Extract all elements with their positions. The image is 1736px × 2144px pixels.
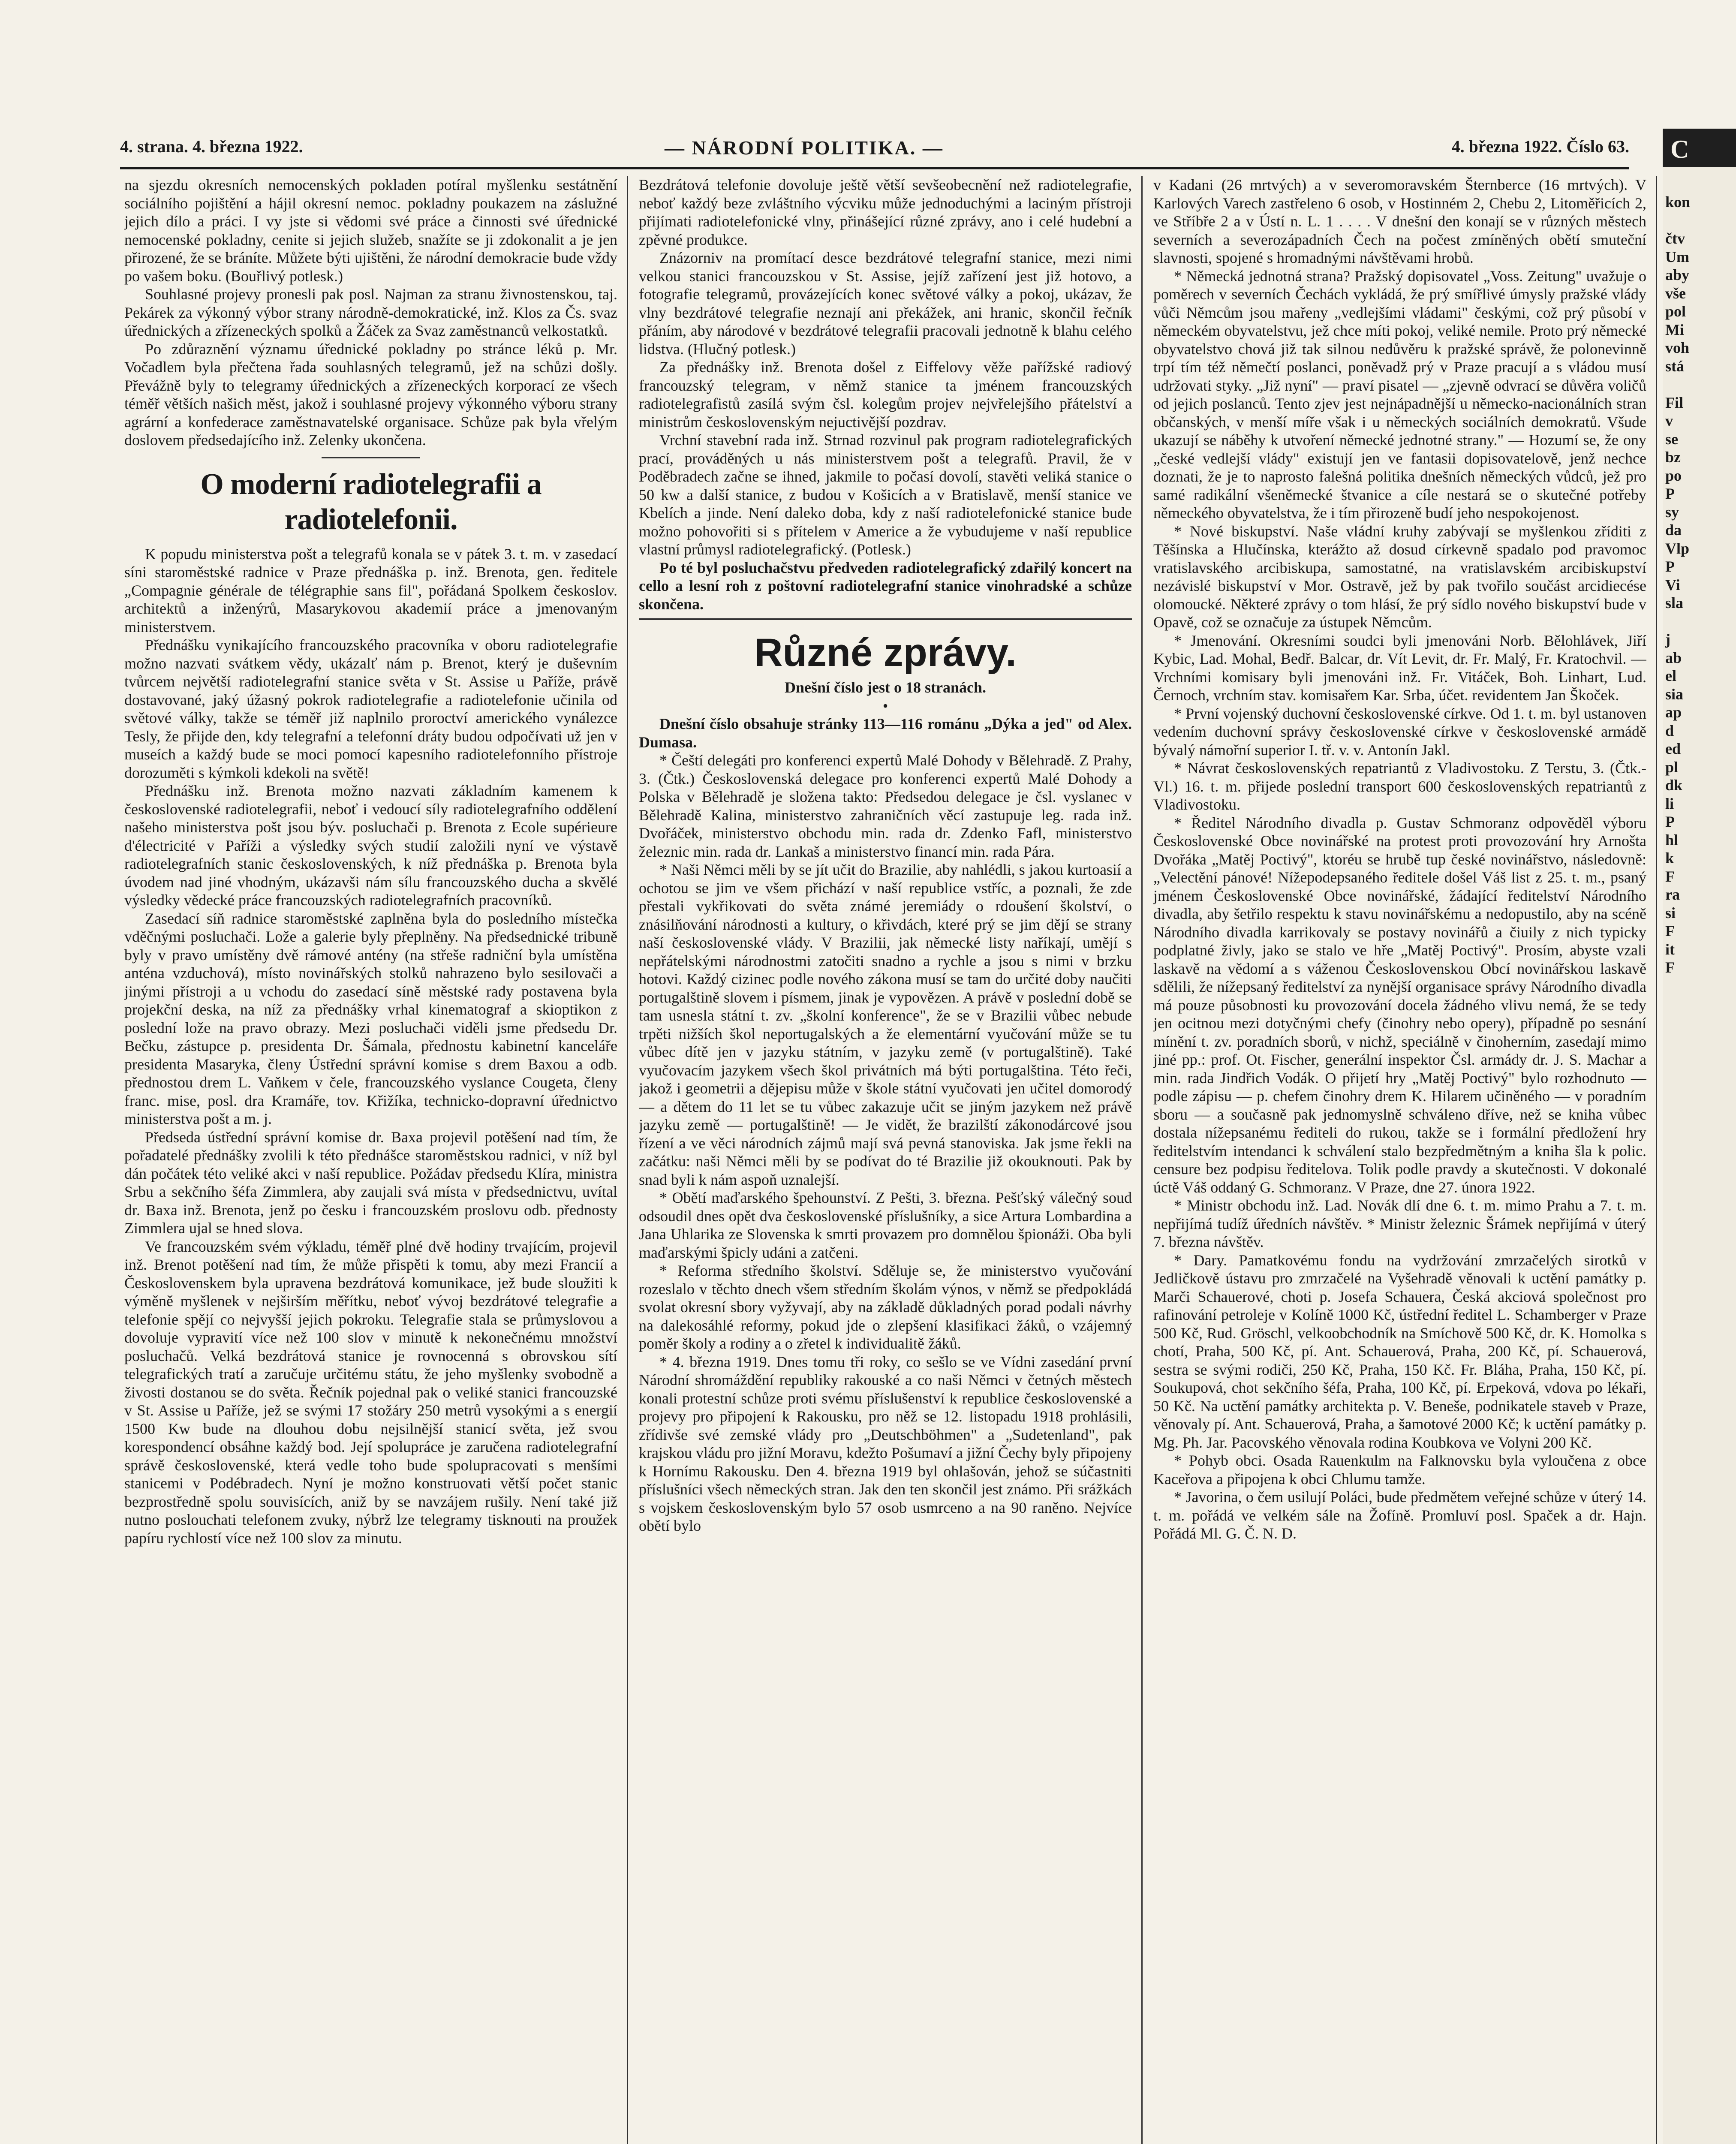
adjacent-page-fragment: el	[1665, 667, 1676, 684]
paragraph: Za přednášky inž. Brenota došel z Eiffelovy věže pařížské radiový francouzský telegram, v němž stanice ta jménem francouzských radiotelegrafistů zasílá svým čsl. kolegům projev nejvřelejšího přátelství a ministrům československým nejuctivější pozdrav.	[639, 358, 1132, 431]
adjacent-page-fragment: vše	[1665, 284, 1686, 302]
paragraph: Po zdůraznění významu úřednické pokladny po stránce léků p. Mr. Vočadlem byla přečtena řada souhlasných telegramů, jež na schůzi došly. Převážně byly to telegramy úřednických a zřízeneckých korporací ze všech téměř větších našich měst, jakož i souhlasné projevy výkonného výboru strany agrární a konfederace zaměstnavatelské organisace. Schůze pak byla vřelým doslovem předsedajícího inž. Zelenky ukončena.	[124, 340, 617, 449]
adjacent-page-fragment	[1665, 612, 1736, 631]
adjacent-page-fragment: li	[1665, 795, 1674, 812]
adjacent-page-fragment: Mi	[1665, 321, 1684, 338]
adjacent-page-fragment: k	[1665, 849, 1674, 867]
adjacent-page-fragment: Vlp	[1665, 539, 1690, 557]
adjacent-page-fragment: ed	[1665, 740, 1681, 757]
adjacent-page-fragment: stá	[1665, 357, 1684, 375]
adjacent-page-header-text: C	[1670, 135, 1689, 163]
adjacent-page-fragment: Vi	[1665, 576, 1680, 593]
header-right: 4. března 1922. Číslo 63.	[1451, 137, 1629, 156]
adjacent-page-fragment: it	[1665, 940, 1675, 958]
news-item: * První vojenský duchovní československé církve. Od 1. t. m. byl ustanoven vedením duchovní správy československé církve v československé armádě bývalý námořní superior I. tř. v. v. Antonín Jakl.	[1153, 705, 1646, 759]
notice: Dnešní číslo jest o 18 stranách.	[785, 679, 986, 696]
paragraph: Zasedací síň radnice staroměstské zaplněna byla do posledního místečka vděčnými posluchači. Lože a galerie byly přeplněny. Na předsednické tribuně byly v pravo umístěny dvě rámové antény (na střeše radniční byla umístěna anténa vzduchová), místo novinářských stolků nahrazeno bylo sesilovači a jinými přístroji a u vchodu do zasedací síně městské rady postavena byla projekční deska, na níž za přednášky vrhal kinematograf a skioptikon z poslední lože na pravo obrazy. Mezi posluchači viděli jsme předsedu Dr. Bečku, zástupce p. presidenta Dr. Šámala, přednostu kabinetní kanceláře presidenta Masaryka, členy Ústřední správní komise s drem Baxou a odb. přednostou drem L. Vaňkem v čele, francouzského vyslance Cougeta, členy franc. mise, posl. dra Kramáře, tov. Křižíka, technicko-dopravní úřednictvo ministerstva pošt a m. j.	[124, 909, 617, 1127]
news-item: * Dary. Pamatkovému fondu na vydržování zmrzačelých sirotků v Jedličkově ústavu pro zmrzačelé na Vyšehradě věnovali k uctění památky p. Marči Schauerové, choti p. Josefa Schauera, Česká akciová společnost pro rafinování petroleje v Kolíně 1000 Kč, ústřední ředitel L. Schamberger v Praze 500 Kč, Rud. Gröschl, velkoobchodník na Smíchově 500 Kč, dr. K. Homolka s chotí, Praha, 500 Kč, pí. Ant. Schauerová, Praha, 200 Kč, pí. Schauerová, sestra se svými rodiči, 250 Kč, Praha, 150 Kč. Fr. Bláha, Praha, 150 Kč, pí. Soukupová, chot sekčního šéfa, Praha, 100 Kč, pí. Erpeková, vdova po lékaři, 50 Kč. Na uctění památky architekta p. V. Beneše, podnikatele staveb v Praze, věnovaly pí. Ant. Schauerová, Praha, a šamotové 2000 Kč; k uctění památky p. Mg. Ph. Jar. Pacovského věnovala rodina Koubkova ve Volyni 200 Kč.	[1153, 1251, 1646, 1451]
paragraph: Přednášku inž. Brenota možno nazvati základním kamenem k československé radiotelegrafii, neboť i vedoucí síly radiotelegrafního oddělení našeho ministerstva pošt jsou býv. posluchači p. Brenota z Ecole supérieure d'électricité v Paříži a výsledky svých studií založili nyní ve výstavě radiotelegrafních stanic československých, k níž přednáška p. Brenota byla úvodem nad jiné vhodným, ukázavši nám sílu francouzského ducha a skvělé výsledky vědecké práce francouzských radiotelegrafních pracovníků.	[124, 782, 617, 909]
paragraph: Přednášku vynikajícího francouzského pracovníka v oboru radiotelegrafie možno nazvati svátkem vědy, ukázalť nám p. Brenot, který je duševním tvůrcem největší radiotelegrafní stanice světa v St. Assise u Paříže, právě dostavované, jaký úžasný pokrok radiotelegrafie a radiotelefonie učinila od světové války, takže se téměř již naplnilo proroctví amerického vynálezce Tesly, že přijde den, kdy telegrafní a telefonní dráty budou odpočívati už jen v museích a každý bude se moci pomocí kapesního radiotelefonního přístroje dorozuměti s kýmkoli kdekoli na světě!	[124, 636, 617, 781]
adjacent-page-fragment: čtv	[1665, 230, 1685, 247]
news-item: * Ministr obchodu inž. Lad. Novák dlí dne 6. t. m. mimo Prahu a 7. t. m. nepřijímá tudíž úředních návštěv. * Ministr železnic Šrámek nepřijímá v úterý 7. března návštěv.	[1153, 1197, 1646, 1250]
paragraph: Souhlasné projevy pronesli pak posl. Najman za stranu živnostenskou, taj. Pekárek za výkonný výbor strany národně-demokratické, inž. Klos za Čs. svaz úřednických a zřízeneckých spolků a Žáček za Svaz zaměstnanců velkostatků.	[124, 286, 617, 339]
news-item: * Nové biskupství. Naše vládní kruhy zabývají se myšlenkou zříditi z Těšínska a Hlučínska, kterážto až dosud církevně spadalo pod pravomoc vratislavského arcibiskupa, samostatné, na vratislavském arcibiskupství nezávislé biskupství v Mor. Ostravě, jež by pak tvořilo součást arcidiecése olomoucké. Některé zprávy o tom hlásí, že prý sídlo nového biskupství bude v Opavě, což se označuje za ústupek Němcům.	[1153, 522, 1646, 631]
adjacent-page-fragment: po	[1665, 467, 1682, 484]
adjacent-page-fragment: aby	[1665, 266, 1690, 283]
paragraph: Znázorniv na promítací desce bezdrátové telegrafní stanice, mezi nimi velkou stanici francouzskou v St. Assise, jejíž zařízení jest již hotovo, a fotografie telegramů, provázejících konec světové války a pokoj, ukázav, že vlny bezdrátové telegrafie neznají ani překážek, ani hranic, skončil řečník přáním, aby národové v bezdrátové telegrafii pracovali jednotně k blahu celého lidstva. (Hlučný potlesk.)	[639, 249, 1132, 358]
adjacent-page-fragment	[1665, 211, 1736, 230]
divider	[639, 618, 1132, 620]
column-divider	[627, 176, 628, 2144]
adjacent-page-fragment: pol	[1665, 303, 1686, 320]
paragraph: Vrchní stavební rada inž. Strnad rozvinul pak program radiotelegrafických prací, prováděných u nás ministerstvem pošt a telegrafů. Pravil, že v Poděbradech začne se ihned, jakmile to počasí dovolí, stavěti veliká stanice o 50 kw a další stanice, z budou v Košicích a v Bratislavě, menší stanice ve Kbelích a jinde. Není daleko doba, kdy z naší radiotelefonické stanice bude možno pohovořiti si s přítelem v Americe a že vybudujeme v naší republice vlastní průmysl radiotelegrafický. (Potlesk.)	[639, 431, 1132, 558]
adjacent-page-fragment: hl	[1665, 831, 1679, 849]
paragraph: na sjezdu okresních nemocenských pokladen potíral myšlenku sestátnění sociálního pojištění a hájil okresní nemoc. pokladny poukazem na záslužné jejich dílo a práci. I vy jste si vědomi své práce a činnosti své úřednické nemocenské pokladny, cenite si jejich služeb, snažíte se ji zdokonalit a je jen přirozené, že se bráníte. Můžete býti ujištěni, že národní demokracie bude vždy po vašem boku. (Bouřlivý potlesk.)	[124, 176, 617, 285]
adjacent-page-edge	[1663, 129, 1736, 2144]
adjacent-page-fragment: d	[1665, 722, 1674, 739]
adjacent-page-fragment: pl	[1665, 758, 1679, 776]
adjacent-page-fragment	[1665, 375, 1736, 394]
paragraph: K popudu ministerstva pošt a telegrafů konala se v pátek 3. t. m. v zasedací síni staroměstské radnice v Praze přednáška p. inž. Brenota, gen. ředitele „Compagnie générale de télégraphie sans fil", pořádaná Spolkem českoslov. architektů a inženýrů, Masarykovou akademií práce a jmenovaným ministerstvem.	[124, 545, 617, 635]
paragraph: Předseda ústřední správní komise dr. Baxa projevil potěšení nad tím, že pořadatelé přednášky zvolili k této přednášce staroměstskou radnici, v níž byl dán počátek této veliké akci v naší republice. Požádav předsedu Klíra, ministra Srbu a sekčního šéfa Zimmlera, aby zaujali svá místa v předsednictvu, uvítal dr. Baxa inž. Brenota, jenž po česku i francouzském proslovu odb. přednosty Zimmlera ujal se hned slova.	[124, 1128, 617, 1237]
column-divider	[1656, 176, 1657, 2144]
column-3	[1153, 176, 1646, 2144]
news-item: * Pohyb obci. Osada Rauenkulm na Falknovsku byla vyloučena z obce Kaceřova a připojena k obci Chlumu tamže.	[1153, 1452, 1646, 1488]
paragraph: Bezdrátová telefonie dovoluje ještě větší sevšeobecnění než radiotelegrafie, neboť každý beze zvláštního výcviku může jednoduchými a laciným přístroji přijímati radiotelefonické vlny, přinášející různé zprávy, ano i celé hudební a zpěvné produkce.	[639, 176, 1132, 248]
header-rule	[120, 167, 1629, 169]
header-left: 4. strana. 4. března 1922.	[120, 137, 303, 156]
news-item: * Čeští delegáti pro konferenci expertů Malé Dohody v Bělehradě. Z Prahy, 3. (Čtk.) Československá delegace pro konferenci expertů Malé Dohody a Polska v Bělehradě je složena takto: Předsedou delegace je čsl. vyslanec v Bělehradě Kalina, ministerstvo zahraničních věcí zastupuje leg. rada inž. Dvořáček, ministerstvo obchodu min. rada dr. Zdenko Fafl, ministerstvo železnic min. rada dr. Lankaš a ministerstvo financí min. rada Pára.	[639, 752, 1132, 860]
adjacent-page-fragment: bz	[1665, 449, 1681, 466]
adjacent-page-text	[1665, 193, 1736, 977]
adjacent-page-fragment: sia	[1665, 685, 1684, 703]
adjacent-page-fragment: F	[1665, 867, 1675, 885]
adjacent-page-fragment: ap	[1665, 704, 1682, 721]
adjacent-page-fragment: se	[1665, 430, 1678, 448]
news-item: * Obětí maďarského špehounství. Z Pešti, 3. března. Pešťský válečný soud odsoudil dnes opět dva československé příslušníky, a sice Artura Lombardina a Jana Uhlarika ze Slovenska k smrti provazem pro domnělou špionáži. Oba byli maďarskými špicly udáni a zatčeni.	[639, 1189, 1132, 1261]
masthead: — NÁRODNÍ POLITIKA. —	[665, 137, 944, 159]
adjacent-page-fragment: Um	[1665, 248, 1689, 265]
article-heading: O moderní radiotelegrafii a radiotelefonii.	[200, 467, 542, 536]
paragraph: v Kadani (26 mrtvých) a v severomoravském Šternberce (16 mrtvých). V Karlových Varech zastřeleno 6 osob, v Hostinném 2, Chebu 2, Litoměřicích 2, ve Stříbře 2 a v Ústí n. L. 1 . . . . V dnešní den konají se v různých městech severních a severozápadních Čech na počest zmíněných obětí smuteční slavnosti, spojené s hromadnými návštěvami hrobů.	[1153, 176, 1646, 266]
adjacent-page-fragment: F	[1665, 922, 1675, 940]
adjacent-page-fragment: ab	[1665, 649, 1682, 666]
section-heading: Různé zprávy.	[754, 631, 1017, 675]
adjacent-page-fragment: ra	[1665, 886, 1680, 903]
column-1	[124, 176, 617, 2144]
adjacent-page-fragment: Fil	[1665, 394, 1683, 411]
adjacent-page-fragment: P	[1665, 558, 1675, 575]
adjacent-page-fragment: si	[1665, 904, 1676, 921]
adjacent-page-fragment: kon	[1665, 193, 1691, 211]
adjacent-page-fragment: F	[1665, 959, 1675, 976]
column-2	[639, 176, 1132, 2144]
paragraph: Ve francouzském svém výkladu, téměř plné dvě hodiny trvajícím, projevil inž. Brenot potěšení nad tím, že může přispěti k tomu, aby mezi Francií a Československem byla upravena bezdrátová komunikace, jež bude sloužiti k výměně myšlenek v nejširším měřítku, neboť vývoj bezdrátové telegrafie a telefonie spějí co nejvyšší jejich pokroku. Telegrafie stala se průmyslovou a dovoluje vypravití více než 100 slov v minutě k nekonečnému množství posluchačů. Velká bezdrátová stanice je rovnocenná s obrovskou sítí telegrafických tratí a zaručuje určitému státu, že jeho myšlenky svobodně a živosti dostanou se do světa. Řečník pojednal pak o veliké stanici francouzské v St. Assise u Paříže, jež se svými 17 stožáry 250 metrů vysokými a s energií 1500 Kw bude na dlouhou dobu nejsilnější stanicí světa, jež svou korespondencí obsáhne každý bod. Její spolupráce je zaručena radiotelegrafní správě československé, která vedle toho bude spolupracovati s menšími stanicemi v Podébradech. Nyní je možno konstruovati větší počet stanic bezprostředně spolu souvisících, aniž by se navzájem rušily. Není také již nutno poslouchati telefonem zvuky, nýbrž lze telegramy tisknouti na proužek papíru rychlostí více než 100 slov za minutu.	[124, 1238, 617, 1547]
adjacent-page-fragment: sy	[1665, 503, 1679, 521]
ornament: •	[882, 697, 888, 714]
news-item: * 4. března 1919. Dnes tomu tři roky, co sešlo se ve Vídni zasedání první Národní shromáždění republiky rakouské a co naši Němci v četných městech konali protestní schůze proti svému příslušenství k republice československé a projevy pro připojení k Rakousku, pro něž se 12. listopadu 1918 prohlásili, zřídivše své zemské vlády pro „Deutschböhmen" a „Sudetenland", pak krajskou vládu pro jižní Moravu, kdežto Pošumaví a jižní Čechy byly připojeny k Hornímu Rakousku. Den 4. března 1919 byl ohlašován, jehož se súčastniti příslušníci všech německých stran. Jak den ten skončil jest známo. Při srážkách s vojskem československým bylo 57 osob usmrceno a na 90 raněno. Nejvíce obětí bylo	[639, 1353, 1132, 1534]
page-header	[120, 136, 1629, 162]
adjacent-page-fragment: P	[1665, 813, 1675, 830]
column-divider	[1141, 176, 1143, 2144]
news-item: * Ředitel Národního divadla p. Gustav Schmoranz odpověděl výboru Československé Obce novinářské na protest proti provozování hry Arnošta Dvořáka „Matěj Poctivý", ktoréu se hrubě tup české novinářstvo, následovně: „Velectění pánové! Nížepodepsaného ředitele došel Váš list z 25. t. m., psaný jménem Československé Obce novinářské, žádající ředitelství Národního divadla, aby šetřilo respektu k stavu novinářskému a nedopustilo, aby na scéně Národního divadla karrikovaly se postavy novinářů a čiuily z nich typicky podplatné živly, jako se stalo ve hře „Matěj Poctivý". Prosím, abyste vzali laskavě na vědomí a s váženou Československou Obcí novinářskou laskavě sdělili, že nížepsaný ředitelství za nynější organisace správy Národního divadla má pouze působnosti ku provozování docela žádného vlivu nemá, že se tedy jen ocitnou mezi dotyčnými chefy (činohry nebo opery), případně po sesnání mínění t. zv. poradních sborů, v nichž, speciálně v činoherním, zasedají mimo jiné pp.: prof. Ot. Fischer, generální inspektor Čsl. armády dr. J. S. Machar a min. rada Jindřich Vodák. O přijetí hry „Matěj Poctivý" bylo rozhodnuto — podle zápisu — p. chefem činohry drem K. Hilarem učiněného — v poradním sboru — a současně pak jednomyslně schváleno dříve, než se kniha vůbec dostala nížepsanému řediteli do rukou, takže se i formální předložení hry ředitelstvím intendanci k schválení stalo bezpředmětným a kniha šla k polic. censure bez podpisu ředitelova. Tolik podle pravdy a skutečnosti. V dokonalé úctě Váš oddaný G. Schmoranz. V Praze, dne 27. února 1922.	[1153, 814, 1646, 1196]
divider	[322, 457, 420, 458]
news-item: * Německá jednotná strana? Pražský dopisovatel „Voss. Zeitung" uvažuje o poměrech v severních Čechách vykládá, že prý smířlivé úmysly pražské vlády vůči Němcům jsou mařeny „vedlejšími vládami" českými, což prý působí v německém obyvatelstvu, jež chce míti pokoj, veliké nemile. Proto prý německé obyvatelstvo chová již tak silnou nedůvěru k pražské správě, že polonevinně trpí tím též němečtí poslanci, poněvadž prý v Praze pracují a s vládou musí udržovati styky. „Již nyní" — praví pisatel — „zjevně odvrací se důvěra voličů od jejich poslanců. Tento zjev jest nejnápadnější u německo-nacionálních stran občanských, v menší míře však i u německých sociálních demokratů. Všude ukazují se náběhy k utvoření německé jednotné strany." — Hozumí se, že ony „české vedlejší vlády" existují jen ve fantasii dopisovatelově, jenž nechce doznati, že je to naprosto falešná politika dnešních německých vůdců, jež pro samé radikální všeněmecké štvanice a cíle nestará se o skutečné potřeby německého obyvatelstva, že i tím přirozeně budí jeho nespokojenost.	[1153, 267, 1646, 521]
news-item: * Naši Němci měli by se jít učit do Brazilie, aby nahlédli, s jakou kurtoasií a ochotou se jim ve všem přichází v naší republice vstříc, a poznali, že zde přestali vykřikovati do světa známé jeremiády o rdoušení školství, o znásilňování národnosti a kultury, o křivdách, které prý se jim dějí se strany naší československé vlády. V Brazilii, jak německé listy naříkají, umějí s nepřátelskými národnostmi zatočiti snadno a rychle a jsou s nimi v brzku hotovi. Každý cizinec podle nového zákona musí se tam do určité doby naučiti portugalštině slovem i písmem, jinak je vypovězen. A právě v poslední době se tam usnesla státní t. zv. „školní konference", že se v Brazilii vůbec nebude trpěti nižších škol neportugalských a že elementární vyučování může se tu vůbec dítě jen v jazyku státním, v jazyku země (v portugalštině). Také vyučovacím jazykem všech škol privátních má býti portugalština. Této řeči, jakož i geometrii a dějepisu může v škole státní vyučovati jen učitel domorodý — a dětem do 11 let se tu vůbec zakazuje učit se jiným jazykem než právě jazyku země — portugalštině! — Je vidět, že brazilští zákonodárcové jsou řízení a ve věci národních zájmů mají svá pevná stanoviska. Jak jsme řekli na začátku: naši Němci měli by se podívat do té Brazilie již okouknouti. Pak by snad byli k nám aspoň uznalejší.	[639, 861, 1132, 1188]
news-item: * Reforma středního školství. Sděluje se, že ministerstvo vyučování rozeslalo v těchto dnech všem středním školám výnos, v němž se předpokládá svolat okresní sbory vyžyvají, aby na základě důkladných porad podali návrhy na dalekosáhlé reformy, pokud jde o zlepšení klasifikaci žáků, o vzájemný poměr školy a rodiny a o zřetel k individualitě žáků.	[639, 1262, 1132, 1352]
adjacent-page-fragment: j	[1665, 631, 1670, 648]
paragraph: Po té byl posluchačstvu předveden radiotelegrafický zdařilý koncert na cello a lesní roh z poštovní radiotelegrafní stanice vinohradské a schůze skončena.	[639, 559, 1132, 613]
adjacent-page-fragment: P	[1665, 485, 1675, 502]
adjacent-page-fragment: da	[1665, 521, 1682, 539]
adjacent-page-fragment: v	[1665, 412, 1673, 429]
adjacent-page-fragment: sla	[1665, 594, 1684, 611]
notice: Dnešní číslo obsahuje stránky 113—116 románu „Dýka a jed" od Alex. Dumasa.	[639, 715, 1132, 751]
adjacent-page-header	[1663, 129, 1736, 167]
news-item: * Javorina, o čem usilují Poláci, bude předmětem veřejné schůze v úterý 14. t. m. pořádá ve velkém sále na Žofíně. Promluví posl. Spaček a dr. Hajn. Pořádá Ml. G. Č. N. D.	[1153, 1488, 1646, 1542]
news-item: * Jmenování. Okresními soudci byli jmenováni Norb. Bělohlávek, Jiří Kybic, Lad. Mohal, Bedř. Balcar, dr. Vít Levit, dr. Fr. Malý, Fr. Kratochvil. — Vrchními komisary byli jmenováni inž. Fr. Vitáček, Boh. Linhart, Lud. Černoch, vrchním stav. komisařem Kar. Srba, účet. revidentem Jan Škoček.	[1153, 632, 1646, 704]
news-item: * Návrat československých repatriantů z Vladivostoku. Z Terstu, 3. (Čtk.-Vl.) 16. t. m. přijede poslední transport 600 československých repatriantů z Vladivostoku.	[1153, 759, 1646, 813]
adjacent-page-fragment: dk	[1665, 777, 1683, 794]
adjacent-page-fragment: voh	[1665, 339, 1690, 356]
